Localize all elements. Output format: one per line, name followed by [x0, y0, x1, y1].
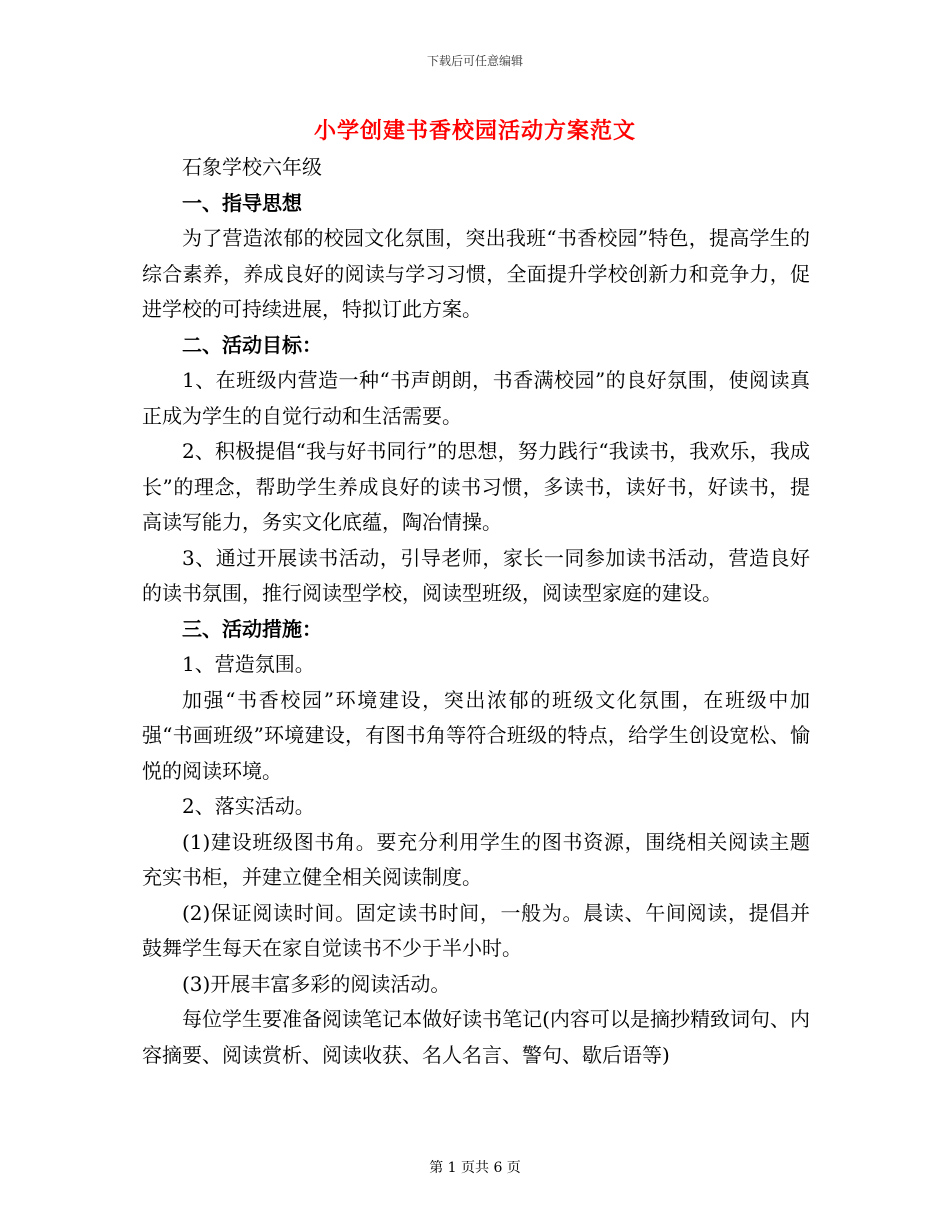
- paragraph-measure-1-title: 1、营造氛围。: [182, 652, 315, 676]
- paragraph-measure-1-body: 加强“书香校园”环境建设，突出浓郁的班级文化氛围，在班级中加强“书画班级”环境建设，有图书角等符合班级的特点，给学生创设宽松、愉悦的阅读环境。: [142, 687, 810, 783]
- paragraph-goal-1: 1、在班级内营造一种“书声朗朗，书香满校园”的良好氛围，使阅读真正成为学生的自觉行动和生活需要。: [142, 368, 810, 428]
- header-note: 下载后可任意编辑: [426, 54, 523, 68]
- section-heading-activity-goals: 二、活动目标：: [182, 332, 322, 357]
- paragraph-guiding-thought: 为了营造浓郁的校园文化氛围，突出我班“书香校园”特色，提高学生的综合素养，养成良好的阅读与学习习惯，全面提升学校创新力和竞争力，促进学校的可持续进展，特拟订此方案。: [142, 226, 810, 321]
- section-heading-guiding-thought: 一、指导思想: [182, 190, 302, 215]
- document-title: 小学创建书香校园活动方案范文: [313, 118, 636, 144]
- document-body: [142, 150, 810, 1073]
- page-number: 第 1 页共 6 页: [429, 1160, 521, 1176]
- section-heading-activity-measures: 三、活动措施：: [182, 616, 322, 641]
- paragraph-measure-2-item-1: (1)建设班级图书角。要充分利用学生的图书资源，围绕相关阅读主题充实书柜，并建立健全相关阅读制度。: [142, 829, 810, 889]
- school-line: 石象学校六年级: [182, 155, 322, 179]
- paragraph-goal-3: 3、通过开展读书活动，引导老师，家长一同参加读书活动，营造良好的读书氛围，推行阅读型学校，阅读型班级，阅读型家庭的建设。: [142, 545, 810, 605]
- paragraph-reading-notes: 每位学生要准备阅读笔记本做好读书笔记(内容可以是摘抄精致词句、内容摘要、阅读赏析、阅读收获、名人名言、警句、歇后语等): [142, 1007, 810, 1067]
- paragraph-measure-2-item-3: (3)开展丰富多彩的阅读活动。: [182, 971, 451, 996]
- paragraph-measure-2-title: 2、落实活动。: [182, 794, 315, 818]
- paragraph-goal-2: 2、积极提倡“我与好书同行”的思想，努力践行“我读书，我欢乐，我成长”的理念，帮助学生养成良好的读书习惯，多读书，读好书，好读书，提高读写能力，务实文化底蕴，陶冶情操。: [142, 439, 810, 534]
- paragraph-measure-2-item-2: (2)保证阅读时间。固定读书时间，一般为。晨读、午间阅读，提倡并鼓舞学生每天在家自觉读书不少于半小时。: [142, 900, 810, 960]
